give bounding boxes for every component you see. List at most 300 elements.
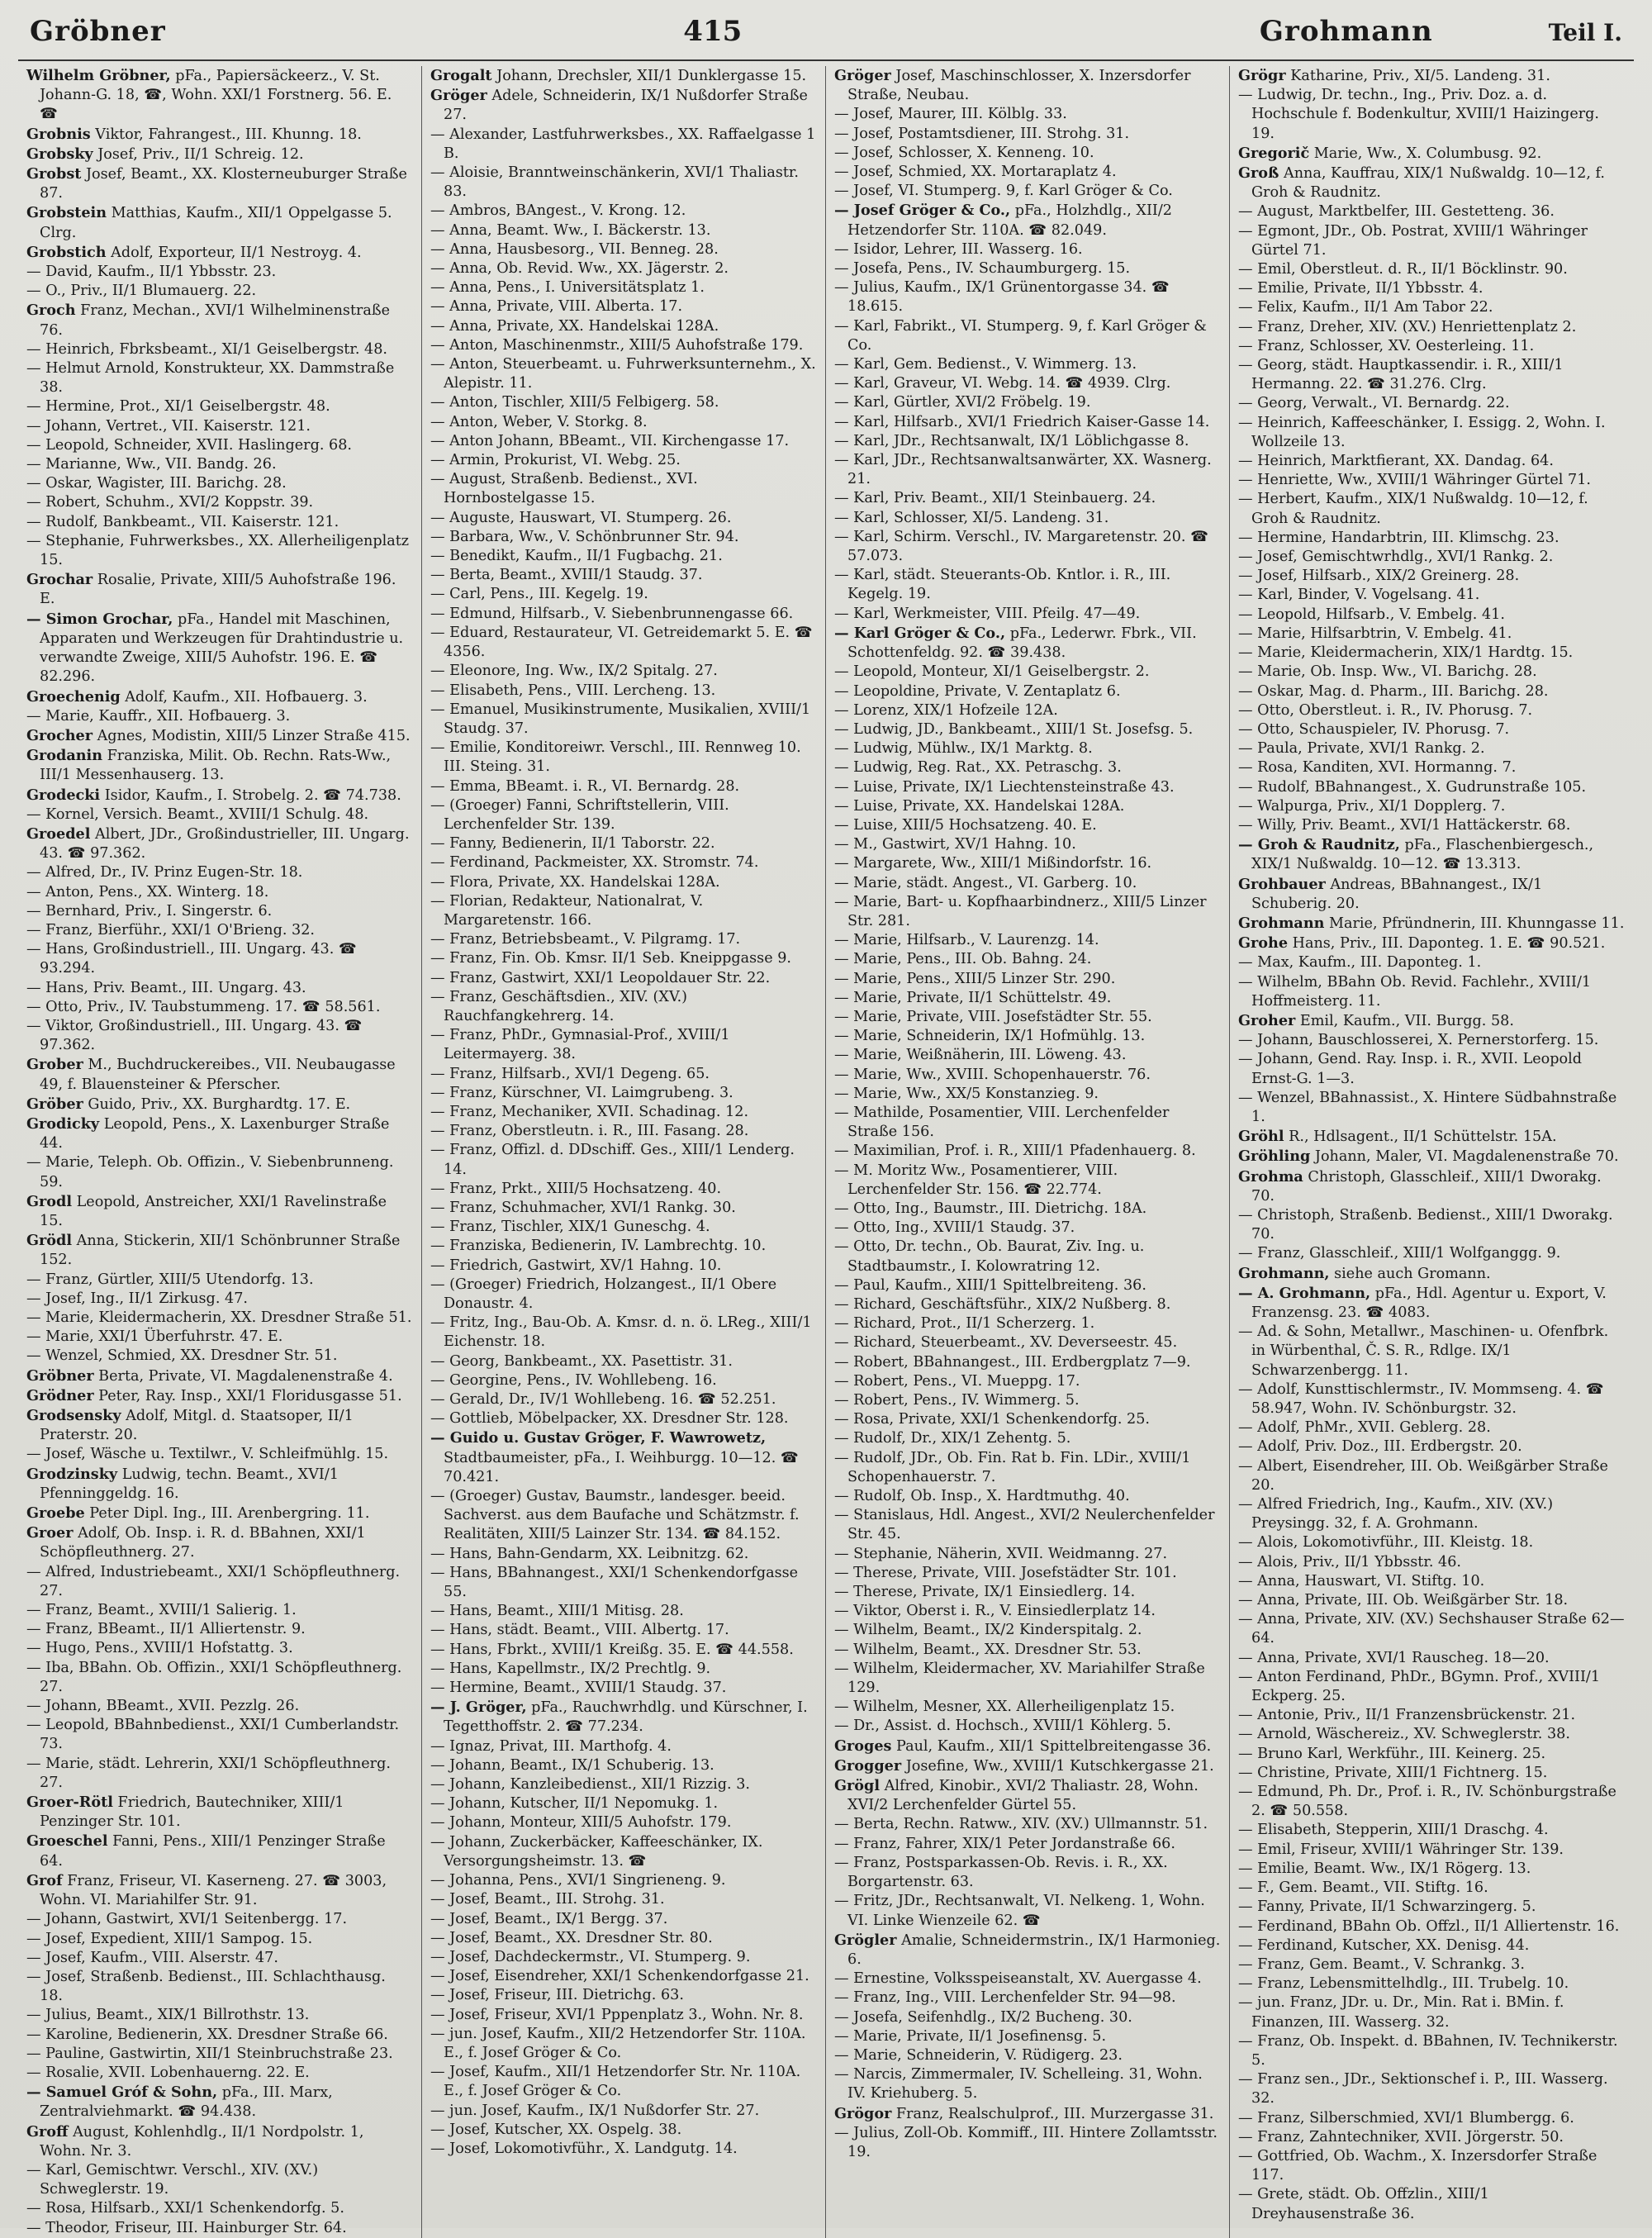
entry-details: — Karl, Priv. Beamt., XII/1 Steinbauerg. 24. bbox=[834, 490, 1156, 507]
directory-entry bbox=[430, 892, 817, 930]
directory-entry bbox=[1238, 797, 1626, 816]
directory-entry bbox=[430, 240, 817, 259]
directory-entry bbox=[1238, 1380, 1626, 1418]
entry-name: Grodsensky bbox=[26, 1407, 121, 1425]
directory-entry bbox=[1238, 1011, 1626, 1031]
directory-entry bbox=[430, 969, 817, 988]
directory-entry bbox=[26, 1309, 413, 1328]
directory-entry bbox=[834, 317, 1221, 355]
entry-details: — Gottfried, Ob. Wachm., X. Inzersdorfer Straße 117. bbox=[1238, 2147, 1597, 2184]
directory-entry bbox=[1238, 1437, 1626, 1456]
entry-details: — Lorenz, XIX/1 Hofzeile 12A. bbox=[834, 701, 1058, 719]
entry-details: — Anna, Ob. Revid. Ww., XX. Jägerstr. 2. bbox=[430, 260, 729, 278]
directory-entry bbox=[430, 1199, 817, 1218]
directory-entry bbox=[430, 393, 817, 412]
entry-details: Matthias, Kaufm., XII/1 Oppelgasse 5. Clrg. bbox=[40, 205, 392, 241]
entry-details: Hans, Priv., III. Daponteg. 1. E. ☎ 90.521. bbox=[1288, 935, 1606, 953]
entry-details: — Josef, Schmied, XX. Mortaraplatz 4. bbox=[834, 164, 1117, 181]
directory-entry bbox=[834, 624, 1221, 663]
directory-entry bbox=[26, 570, 413, 609]
entry-details: Anna, Kauffrau, XIX/1 Nußwaldg. 10—12, f. Groh & Raudnitz. bbox=[1251, 165, 1606, 202]
entry-name: Grohma bbox=[1238, 1167, 1303, 1186]
directory-entry bbox=[430, 1737, 817, 1756]
entry-details: — Helmut Arnold, Konstrukteur, XX. Dammstraße 38. bbox=[26, 360, 395, 397]
entry-details: — Bruno Karl, Werkführ., III. Keinerg. 25. bbox=[1238, 1745, 1546, 1762]
directory-entry bbox=[834, 874, 1221, 893]
directory-entry bbox=[26, 921, 413, 940]
entry-details: — Therese, Private, VIII. Josefstädter Str. 101. bbox=[834, 1564, 1177, 1581]
entry-details: — Johann, Kutscher, II/1 Nepomukg. 1. bbox=[430, 1795, 719, 1813]
directory-entry bbox=[834, 1564, 1221, 1583]
directory-entry bbox=[834, 1776, 1221, 1815]
entry-details: — Kornel, Versich. Beamt., XVIII/1 Schulg. 48. bbox=[26, 805, 369, 823]
directory-entry bbox=[1238, 1244, 1626, 1263]
directory-entry bbox=[834, 278, 1221, 316]
entry-details: Adolf, Mitgl. d. Staatsoper, II/1 Praterstr. 20. bbox=[40, 1408, 354, 1444]
directory-entry bbox=[834, 701, 1221, 720]
directory-entry bbox=[834, 1506, 1221, 1544]
entry-details: — Franz, Mechaniker, XVII. Schadinag. 12. bbox=[430, 1103, 749, 1120]
directory-entry bbox=[430, 470, 817, 508]
directory-entry bbox=[430, 1084, 817, 1103]
entry-details: — Gerald, Dr., IV/1 Wohllebeng. 16. ☎ 52.251. bbox=[430, 1391, 776, 1409]
directory-entry bbox=[430, 949, 817, 968]
directory-entry bbox=[1238, 1917, 1626, 1936]
directory-entry bbox=[1238, 2147, 1626, 2185]
entry-details: — Marie, städt. Angest., VI. Garberg. 10. bbox=[834, 874, 1137, 891]
directory-entry bbox=[26, 1055, 413, 1094]
entry-details: — Rudolf, Dr., XIX/1 Zehentg. 5. bbox=[834, 1430, 1071, 1447]
directory-entry bbox=[834, 893, 1221, 931]
entry-details: Peter Dipl. Ing., III. Arenbergring. 11. bbox=[84, 1505, 370, 1523]
directory-entry bbox=[26, 436, 413, 455]
entry-details: — Paula, Private, XVI/1 Rankg. 2. bbox=[1238, 740, 1485, 758]
directory-entry bbox=[430, 796, 817, 834]
directory-entry bbox=[834, 1314, 1221, 1333]
directory-entry bbox=[834, 1027, 1221, 1046]
entry-details: — Johann, Gastwirt, XVI/1 Seitenbergg. 17. bbox=[26, 1911, 348, 1928]
directory-entry bbox=[430, 2121, 817, 2140]
entry-details: — Flora, Private, XX. Handelskai 128A. bbox=[430, 873, 720, 891]
entry-details: — Theodor, Friseur, III. Hainburger Str. 64. bbox=[26, 2219, 347, 2236]
entry-details: — Josef, Gemischtwrhdlg., XVI/1 Rankg. 2. bbox=[1238, 549, 1554, 566]
directory-entry bbox=[430, 259, 817, 278]
entry-details: — Ludwig, Mühlw., IX/1 Marktg. 8. bbox=[834, 740, 1093, 758]
entry-details: — Marie, Ob. Insp. Ww., VI. Barichg. 28. bbox=[1238, 663, 1537, 681]
entry-details: — Hans, BBahnangest., XXI/1 Schenkendorfgasse 55. bbox=[430, 1564, 799, 1601]
entry-details: — Franziska, Bedienerin, IV. Lambrechtg. 10. bbox=[430, 1238, 767, 1255]
directory-entry bbox=[430, 1218, 817, 1237]
entry-details: — F., Gem. Beamt., VII. Stiftg. 16. bbox=[1238, 1879, 1488, 1897]
entry-details: — Fritz, JDr., Rechtsanwalt, VI. Nelkeng. 1, Wohn. VI. Linke Wienzeile 62. ☎ bbox=[834, 1893, 1205, 1929]
entry-details: — August, Straßenb. Bedienst., XVI. Hornbostelgasse 15. bbox=[430, 471, 698, 507]
entry-details: — Bernhard, Priv., I. Singerstr. 6. bbox=[26, 902, 273, 919]
entry-details: — Robert, Pens., VI. Mueppg. 17. bbox=[834, 1372, 1080, 1390]
entry-details: — Marie, Schneiderin, IX/1 Hofmühlg. 13. bbox=[834, 1028, 1146, 1045]
directory-entry bbox=[834, 1295, 1221, 1314]
directory-entry bbox=[1238, 202, 1626, 221]
directory-entry bbox=[1238, 452, 1626, 471]
entry-details: — Christoph, Straßenb. Bedienst., XIII/1 Dworakg. 70. bbox=[1238, 1206, 1613, 1243]
directory-entry bbox=[834, 355, 1221, 374]
directory-entry bbox=[834, 2104, 1221, 2124]
entry-name: — Josef Gröger & Co., bbox=[834, 202, 1011, 220]
directory-entry bbox=[1238, 835, 1626, 874]
entry-details: — Julius, Kaufm., IX/1 Grünentorgasse 34. ☎ 18.615. bbox=[834, 279, 1170, 316]
entry-details: Leopold, Anstreicher, XXI/1 Ravelinstraße 15. bbox=[40, 1193, 387, 1229]
directory-entry bbox=[430, 853, 817, 872]
entry-details: Ludwig, techn. Beamt., XVI/1 Pfenninggeldg. 16. bbox=[40, 1466, 339, 1502]
directory-entry bbox=[834, 125, 1221, 144]
directory-entry bbox=[430, 2025, 817, 2063]
entry-details: — Heinrich, Kaffeeschänker, I. Essigg. 2, Wohn. I. Wollzeile 13. bbox=[1238, 414, 1606, 450]
directory-entry bbox=[26, 1406, 413, 1445]
entry-details: — Edmund, Hilfsarb., V. Siebenbrunnengasse 66. bbox=[430, 605, 794, 622]
directory-entry bbox=[1238, 2128, 1626, 2147]
entry-details: — Hugo, Pens., XVIII/1 Hofstattg. 3. bbox=[26, 1640, 293, 1657]
entry-details: — Eleonore, Ing. Ww., IX/2 Spitalg. 27. bbox=[430, 663, 718, 680]
entry-details: — Josef, Kaufm., XII/1 Hetzendorfer Str. Nr. 110A. E., f. Josef Gröger & Co. bbox=[430, 2064, 801, 2100]
entry-details: — Franz, Dreher, XIV. (XV.) Henriettenplatz 2. bbox=[1238, 318, 1577, 335]
directory-entry bbox=[26, 786, 413, 805]
directory-entry bbox=[26, 474, 413, 493]
entry-details: — Adolf, Kunsttischlermstr., IV. Mommseng. 4. ☎ 58.947, Wohn. IV. Schönburgstr. 32. bbox=[1238, 1380, 1604, 1418]
entry-details: — Ignaz, Privat, III. Marthofg. 4. bbox=[430, 1737, 672, 1755]
directory-entry bbox=[26, 1347, 413, 1366]
directory-entry bbox=[1238, 739, 1626, 758]
entry-details: — Marie, Kleidermacherin, XIX/1 Hardtg. 15. bbox=[1238, 644, 1574, 662]
entry-details: — Antonie, Priv., II/1 Franzensbrückenstr. 21. bbox=[1238, 1707, 1576, 1724]
entry-details: — Karl, Gürtler, XVI/2 Fröbelg. 19. bbox=[834, 394, 1091, 411]
entry-name: — Karl Gröger & Co., bbox=[834, 624, 1006, 642]
entry-details: — Josef, Hilfsarb., XIX/2 Greinerg. 28. bbox=[1238, 568, 1520, 585]
entry-details: Josef, Maschinschlosser, X. Inzersdorfer Straße, Neubau. bbox=[847, 68, 1191, 104]
directory-entry bbox=[1238, 1127, 1626, 1147]
directory-entry bbox=[26, 1465, 413, 1504]
entry-details: — Karoline, Bedienerin, XX. Dresdner Straße 66. bbox=[26, 2026, 388, 2043]
entry-details: Josef, Beamt., XX. Klosterneuburger Straße 87. bbox=[40, 166, 407, 202]
entry-details: Peter, Ray. Insp., XXI/1 Floridusgasse 51. bbox=[93, 1387, 402, 1404]
directory-entry bbox=[430, 1371, 817, 1390]
entry-details: — Julius, Beamt., XIX/1 Billrothstr. 13. bbox=[26, 2007, 310, 2024]
entry-details: — Friedrich, Gastwirt, XV/1 Hahng. 10. bbox=[430, 1257, 722, 1274]
directory-entry bbox=[834, 2046, 1221, 2065]
entry-details: — Franz, Prkt., XIII/5 Hochsatzeng. 40. bbox=[430, 1180, 722, 1197]
directory-entry bbox=[430, 2140, 817, 2159]
directory-entry bbox=[834, 1815, 1221, 1834]
entry-details: Johann, Maler, VI. Magdalenenstraße 70. bbox=[1310, 1148, 1619, 1166]
directory-entry bbox=[1238, 356, 1626, 394]
directory-entry bbox=[1238, 778, 1626, 797]
entry-name: Groch bbox=[26, 302, 76, 320]
entry-details: — Georgine, Pens., IV. Wohllebeng. 16. bbox=[430, 1371, 717, 1389]
directory-entry bbox=[834, 1989, 1221, 2008]
directory-entry bbox=[1238, 1764, 1626, 1783]
entry-name: — Simon Grochar, bbox=[26, 610, 173, 628]
entry-details: — Luise, Private, IX/1 Liechtensteinstraße 43. bbox=[834, 778, 1175, 796]
entry-details: — Johann, Bauschlosserei, X. Pernerstorferg. 15. bbox=[1238, 1032, 1599, 1049]
directory-entry bbox=[430, 509, 817, 528]
directory-entry bbox=[1238, 1898, 1626, 1917]
directory-entry bbox=[1238, 1783, 1626, 1821]
entry-name: Groer-Rötl bbox=[26, 1794, 113, 1812]
entry-details: — Wenzel, Schmied, XX. Dresdner Str. 51. bbox=[26, 1347, 338, 1365]
directory-entry bbox=[26, 824, 413, 863]
directory-entry bbox=[834, 1219, 1221, 1238]
entry-details: — Albert, Eisendreher, III. Ob. Weißgärber Straße 20. bbox=[1238, 1457, 1608, 1494]
entry-details: — Grete, städt. Ob. Offzlin., XIII/1 Dreyhausenstraße 36. bbox=[1238, 2186, 1489, 2222]
directory-entry bbox=[1238, 1167, 1626, 1206]
directory-entry bbox=[1238, 2185, 1626, 2223]
entry-details: — Marie, Bart- u. Kopfhaarbindnerz., XIII/5 Linzer Str. 281. bbox=[834, 893, 1207, 929]
directory-entry bbox=[430, 221, 817, 240]
directory-entry bbox=[26, 1328, 413, 1347]
directory-entry bbox=[1238, 1264, 1626, 1284]
entry-details: — Viktor, Großindustriell., III. Ungarg. 43. ☎ 97.362. bbox=[26, 1017, 363, 1054]
directory-entry bbox=[1238, 701, 1626, 720]
directory-entry bbox=[834, 1583, 1221, 1602]
directory-entry bbox=[26, 513, 413, 532]
entry-details: — Franz, Silberschmied, XVI/1 Blumbergg. 6. bbox=[1238, 2109, 1574, 2126]
entry-details: — Anna, Pens., I. Universitätsplatz 1. bbox=[430, 279, 705, 297]
entry-details: — Franz, Hilfsarb., XVI/1 Degeng. 65. bbox=[430, 1065, 710, 1082]
entry-details: — Wilhelm, BBahn Ob. Revid. Fachlehr., XVIII/1 Hoffmeisterg. 11. bbox=[1238, 973, 1592, 1010]
entry-details: — Hermine, Beamt., XVIII/1 Staudg. 37. bbox=[430, 1680, 727, 1697]
directory-columns bbox=[18, 66, 1634, 2236]
directory-entry bbox=[430, 66, 817, 86]
entry-details: — Josef, Eisendreher, XXI/1 Schenkendorfgasse 21. bbox=[430, 1968, 809, 1985]
directory-entry bbox=[26, 164, 413, 203]
directory-entry bbox=[26, 610, 413, 687]
entry-name: Grödl bbox=[26, 1232, 73, 1250]
entry-details: — Johann, Vertret., VII. Kaiserstr. 121. bbox=[26, 417, 311, 435]
entry-name: Gröbner bbox=[26, 1366, 94, 1385]
directory-entry bbox=[26, 2199, 413, 2218]
entry-details: — Anna, Private, XVI/1 Rauscheg. 18—20. bbox=[1238, 1649, 1550, 1666]
entry-details: — Dr., Assist. d. Hochsch., XVIII/1 Köhlerg. 5. bbox=[834, 1718, 1171, 1735]
entry-details: pFa., Flaschenbiergesch., XIX/1 Nußwaldg. 10—12. ☎ 13.313. bbox=[1251, 837, 1594, 873]
entry-name: Grogger bbox=[834, 1756, 902, 1775]
entry-details: pFa., Hdl. Agentur u. Export, V. Franzensg. 23. ☎ 4083. bbox=[1251, 1285, 1607, 1321]
entry-details: — Josef, Dachdeckermstr., VI. Stumperg. 9. bbox=[430, 1948, 751, 1965]
entry-details: — Marie, Pens., III. Ob. Bahng. 24. bbox=[834, 951, 1092, 968]
directory-entry bbox=[430, 297, 817, 316]
directory-entry bbox=[834, 1602, 1221, 1621]
directory-entry bbox=[430, 873, 817, 892]
entry-name: Groer bbox=[26, 1524, 74, 1542]
entry-details: — Franz, Kürschner, VI. Laimgrubeng. 3. bbox=[430, 1084, 733, 1101]
entry-name: Grogalt bbox=[430, 67, 492, 84]
entry-details: — Karl, Schirm. Verschl., IV. Margaretenstr. 20. ☎ 57.073. bbox=[834, 528, 1209, 565]
entry-name: Grögr bbox=[1238, 67, 1286, 84]
directory-entry bbox=[834, 1008, 1221, 1027]
directory-entry bbox=[834, 1487, 1221, 1506]
entry-details: Albert, JDr., Großindustrieller, III. Ungarg. 43. ☎ 97.362. bbox=[40, 825, 410, 862]
entry-details: — Georg, Bankbeamt., XX. Pasettistr. 31. bbox=[430, 1352, 733, 1370]
directory-entry bbox=[430, 2063, 817, 2101]
entry-name: Grodecki bbox=[26, 786, 101, 804]
entry-details: siehe auch Gromann. bbox=[1329, 1265, 1491, 1282]
directory-entry bbox=[834, 1660, 1221, 1698]
directory-entry bbox=[834, 1162, 1221, 1200]
entry-name: Gregorič bbox=[1238, 144, 1310, 162]
entry-details: — Therese, Private, IX/1 Einsiedlerg. 14. bbox=[834, 1584, 1136, 1601]
entry-details: — Johanna, Pens., XVI/1 Singrieneng. 9. bbox=[430, 1872, 726, 1889]
entry-details: — Oskar, Mag. d. Pharm., III. Barichg. 28. bbox=[1238, 682, 1549, 700]
directory-entry bbox=[430, 1660, 817, 1679]
entry-details: — Rudolf, Bankbeamt., VII. Kaiserstr. 121. bbox=[26, 513, 339, 530]
directory-entry bbox=[834, 1372, 1221, 1391]
directory-entry bbox=[834, 778, 1221, 797]
entry-details: — Robert, Pens., IV. Wimmerg. 5. bbox=[834, 1392, 1080, 1409]
directory-entry bbox=[26, 532, 413, 570]
directory-entry bbox=[1238, 720, 1626, 739]
directory-entry bbox=[430, 1141, 817, 1179]
entry-details: — Heinrich, Marktfierant, XX. Dandag. 64. bbox=[1238, 453, 1554, 470]
page-number: 415 bbox=[683, 15, 743, 48]
directory-entry bbox=[834, 432, 1221, 451]
entry-name: Gröger bbox=[430, 87, 487, 105]
directory-entry bbox=[26, 340, 413, 359]
directory-entry bbox=[26, 687, 413, 707]
directory-entry bbox=[834, 758, 1221, 777]
directory-entry bbox=[1238, 1323, 1626, 1380]
entry-details: — Karl, Werkmeister, VIII. Pfeilg. 47—49. bbox=[834, 605, 1141, 622]
entry-details: Marie, Pfründnerin, III. Khunngasse 11. bbox=[1324, 915, 1625, 932]
entry-name: Grögl bbox=[834, 1777, 881, 1795]
entry-details: Franziska, Milit. Ob. Rechn. Rats-Ww., III/1 Messenhauserg. 13. bbox=[40, 748, 392, 784]
entry-details: — Elisabeth, Stepperin, XIII/1 Draschg. 4. bbox=[1238, 1822, 1549, 1839]
entry-name: Gröger bbox=[834, 67, 891, 84]
directory-entry bbox=[26, 2045, 413, 2064]
entry-name: Grohmann, bbox=[1238, 1264, 1330, 1282]
entry-name: Grocher bbox=[26, 726, 93, 744]
directory-entry bbox=[430, 1352, 817, 1371]
entry-details: — Anna, Private, XIV. (XV.) Sechshauser Straße 62—64. bbox=[1238, 1611, 1625, 1647]
entry-details: — Carl, Pens., III. Kegelg. 19. bbox=[430, 586, 648, 603]
entry-name: Gröber bbox=[26, 1095, 83, 1113]
directory-entry bbox=[26, 1620, 413, 1639]
directory-entry bbox=[1238, 1841, 1626, 1860]
entry-details: — Franz, Schuhmacher, XVI/1 Rankg. 30. bbox=[430, 1199, 736, 1216]
directory-entry bbox=[1238, 2032, 1626, 2070]
directory-entry bbox=[1238, 1031, 1626, 1050]
entry-details: — Karl, JDr., Rechtsanwalt, IX/1 Löblichgasse 8. bbox=[834, 432, 1189, 449]
directory-entry bbox=[26, 1095, 413, 1114]
entry-details: Rosalie, Private, XIII/5 Auhofstraße 196. E. bbox=[40, 572, 396, 608]
entry-details: — Josef, Straßenb. Bedienst., III. Schlachthausg. 18. bbox=[26, 1968, 386, 2005]
entry-details: — Anton Ferdinand, PhDr., BGymn. Prof., XVIII/1 Eckperg. 25. bbox=[1238, 1668, 1601, 1705]
directory-entry bbox=[26, 1930, 413, 1949]
entry-details: R., Hdlsagent., II/1 Schüttelstr. 15A. bbox=[1284, 1129, 1557, 1146]
entry-details: — Oskar, Wagister, III. Barichg. 28. bbox=[26, 475, 287, 492]
directory-entry bbox=[834, 720, 1221, 739]
entry-details: — M., Gastwirt, XV/1 Hahng. 10. bbox=[834, 836, 1076, 853]
directory-entry bbox=[834, 970, 1221, 989]
entry-details: — Emil, Oberstleut. d. R., II/1 Böcklinstr. 90. bbox=[1238, 261, 1568, 278]
directory-entry bbox=[1238, 86, 1626, 144]
entry-details: — Hans, Kapellmstr., IX/2 Prechtlg. 9. bbox=[430, 1660, 711, 1677]
entry-details: — Berta, Rechn. Ratww., XIV. (XV.) Ullmannstr. 51. bbox=[834, 1816, 1208, 1833]
entry-details: — M. Moritz Ww., Posamentierer, VIII. Lerchenfelder Str. 156. ☎ 22.774. bbox=[834, 1162, 1118, 1198]
directory-entry bbox=[26, 1793, 413, 1832]
directory-entry bbox=[430, 1276, 817, 1314]
directory-entry bbox=[26, 301, 413, 340]
entry-details: — Wilhelm, Mesner, XX. Allerheiligenplatz 15. bbox=[834, 1699, 1175, 1716]
directory-entry bbox=[834, 1545, 1221, 1564]
directory-entry bbox=[834, 1066, 1221, 1085]
entry-details: — Eduard, Restaurateur, VI. Getreidemarkt 5. E. ☎ 4356. bbox=[430, 624, 813, 661]
directory-entry bbox=[1238, 567, 1626, 586]
entry-details: Marie, Ww., X. Columbusg. 92. bbox=[1309, 145, 1542, 162]
entry-name: Grodicky bbox=[26, 1114, 100, 1133]
entry-details: — Marie, Ww., XX/5 Konstanzieg. 9. bbox=[834, 1085, 1099, 1102]
entry-details: — Karl, Gem. Bedienst., V. Wimmerg. 13. bbox=[834, 356, 1137, 373]
directory-entry bbox=[834, 835, 1221, 854]
directory-entry bbox=[430, 1910, 817, 1929]
entry-details: — Alfred, Dr., IV. Prinz Eugen-Str. 18. bbox=[26, 864, 303, 881]
entry-details: — jun. Josef, Kaufm., IX/1 Nußdorfer Str. 27. bbox=[430, 2102, 760, 2119]
entry-details: Josef, Priv., II/1 Schreig. 12. bbox=[93, 145, 304, 163]
directory-entry bbox=[430, 930, 817, 949]
entry-details: — Stephanie, Fuhrwerksbes., XX. Allerheiligenplatz 15. bbox=[26, 532, 410, 569]
entry-details: Franz, Mechan., XVI/1 Wilhelminenstraße 76. bbox=[40, 302, 391, 339]
directory-entry bbox=[430, 1621, 817, 1640]
entry-details: — Franz, Zahntechniker, XVII. Jörgerstr. 50. bbox=[1238, 2128, 1564, 2145]
entry-details: — Franz, Fahrer, XIX/1 Peter Jordanstraße 66. bbox=[834, 1835, 1175, 1852]
entry-details: Franz, Realschulprof., III. Murzergasse 31. bbox=[891, 2105, 1214, 2122]
entry-details: — Otto, Ing., Baumstr., III. Dietrichg. 18A. bbox=[834, 1200, 1147, 1217]
entry-details: — Franz, Ob. Inspekt. d. BBahnen, IV. Technikerstr. 5. bbox=[1238, 2032, 1618, 2069]
entry-details: — Aloisie, Branntweinschänkerin, XVI/1 Thaliastr. 83. bbox=[430, 164, 800, 201]
entry-details: pFa., Handel mit Maschinen, Apparaten und Werkzeugen für Drahtindustrie u. verwandte Zweige, XIII/5 Auhofstr. 196. E. ☎ 82.296. bbox=[40, 611, 404, 686]
directory-entry bbox=[26, 1192, 413, 1231]
directory-entry bbox=[1238, 298, 1626, 317]
entry-details: — Leopold, Hilfsarb., V. Embelg. 41. bbox=[1238, 606, 1505, 623]
entry-details: — Franz, PhDr., Gymnasial-Prof., XVIII/1 Leitermayerg. 38. bbox=[430, 1027, 730, 1063]
entry-details: Paul, Kaufm., XII/1 Spittelbreitengasse 36. bbox=[891, 1737, 1212, 1755]
directory-entry bbox=[26, 1366, 413, 1386]
directory-entry bbox=[1238, 625, 1626, 644]
entry-name: Groff bbox=[26, 2122, 69, 2141]
directory-entry bbox=[26, 282, 413, 301]
directory-entry bbox=[1238, 548, 1626, 567]
entry-details: — Herbert, Kaufm., XIX/1 Nußwaldg. 10—12, f. Groh & Raudnitz. bbox=[1238, 491, 1588, 527]
directory-entry bbox=[834, 1737, 1221, 1756]
entry-details: — Anton, Pens., XX. Winterg. 18. bbox=[26, 883, 269, 900]
directory-entry bbox=[430, 1428, 817, 1487]
entry-details: — Benedikt, Kaufm., II/1 Fugbachg. 21. bbox=[430, 548, 723, 565]
directory-entry bbox=[834, 1142, 1221, 1161]
directory-entry bbox=[26, 746, 413, 785]
entry-details: — Maximilian, Prof. i. R., XIII/1 Pfadenhauerg. 8. bbox=[834, 1143, 1196, 1160]
entry-details: — Ludwig, Reg. Rat., XX. Petraschg. 3. bbox=[834, 759, 1122, 777]
entry-details: — Josef, Expedient, XIII/1 Sampog. 15. bbox=[26, 1930, 313, 1947]
entry-details: — Marie, Schneiderin, V. Rüdigerg. 23. bbox=[834, 2046, 1123, 2064]
entry-details: — Hans, Fbrkt., XVIII/1 Kreißg. 35. E. ☎ 44.558. bbox=[430, 1641, 794, 1658]
directory-entry bbox=[834, 1854, 1221, 1892]
directory-entry bbox=[834, 451, 1221, 489]
directory-entry bbox=[26, 998, 413, 1017]
directory-entry bbox=[430, 202, 817, 221]
entry-details: — Richard, Steuerbeamt., XV. Deverseestr. 45. bbox=[834, 1334, 1178, 1352]
directory-entry bbox=[834, 144, 1221, 163]
entry-details: — Rudolf, BBahnangest., X. Gudrunstraße 105. bbox=[1238, 778, 1587, 796]
entry-details: — Felix, Kaufm., II/1 Am Tabor 22. bbox=[1238, 299, 1493, 316]
directory-entry bbox=[834, 1429, 1221, 1448]
entry-details: — Josef, Beamt., IX/1 Bergg. 37. bbox=[430, 1910, 668, 1927]
entry-name: Groedel bbox=[26, 824, 91, 843]
